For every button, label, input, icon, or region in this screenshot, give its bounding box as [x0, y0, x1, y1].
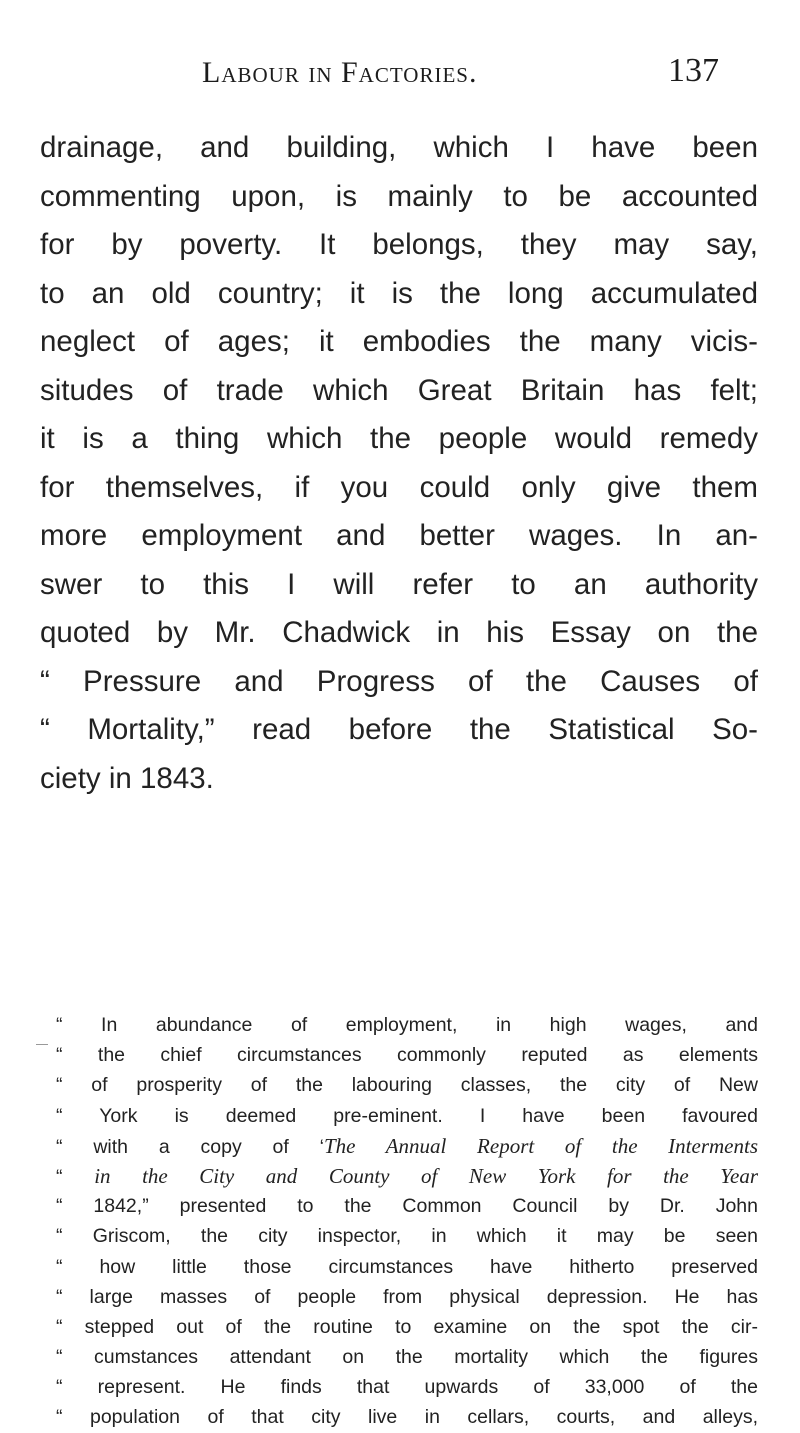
- quote-line: “ York is deemed pre-eminent. I have been favoured: [56, 1104, 758, 1127]
- quote-mark: “: [56, 1165, 95, 1188]
- body-line: neglect of ages; it embodies the many vicis-: [40, 325, 758, 358]
- quote-line: “ the chief circumstances commonly reputed as elements: [56, 1044, 758, 1067]
- report-title-part-1: The Annual Report of the Interments: [323, 1133, 758, 1158]
- body-line: “ Pressure and Progress of the Causes of: [40, 664, 758, 698]
- body-line: drainage, and building, which I have been: [40, 131, 758, 164]
- quote-line: “ 1842,” presented to the Common Council by Dr. John: [56, 1195, 758, 1218]
- page-number: 137: [668, 52, 719, 89]
- quote-line: “ represent. He finds that upwards of 33,000 of the: [56, 1376, 758, 1399]
- main-paragraph: [40, 124, 758, 803]
- running-head: [0, 52, 800, 92]
- body-line: for themselves, if you could only give them: [40, 470, 758, 504]
- running-title: Labour in Factories.: [202, 56, 478, 89]
- block-quote: [56, 1010, 758, 1433]
- quote-line: [56, 1131, 758, 1161]
- body-line: situdes of trade which Great Britain has felt;: [40, 373, 758, 407]
- body-line: it is a thing which the people would remedy: [40, 422, 758, 455]
- body-line: “ Mortality,” read before the Statistical So-: [40, 713, 758, 746]
- body-line: ciety in 1843.: [40, 761, 214, 795]
- body-line: more employment and better wages. In an-: [40, 519, 758, 552]
- body-line: quoted by Mr. Chadwick in his Essay on the: [40, 616, 758, 649]
- quote-line: “ In abundance of employment, in high wages, and: [56, 1014, 758, 1036]
- body-line: to an old country; it is the long accumulated: [40, 276, 758, 310]
- quote-line: “ Griscom, the city inspector, in which it may be seen: [56, 1225, 758, 1248]
- body-line: swer to this I will refer to an authority: [40, 567, 758, 601]
- margin-mark: [36, 1044, 48, 1045]
- quote-line: [56, 1161, 758, 1191]
- body-line: for by poverty. It belongs, they may say,: [40, 228, 758, 261]
- quote-line-start: “ with a copy of ‘: [56, 1135, 324, 1158]
- quote-line: “ stepped out of the routine to examine on the spot the cir-: [56, 1315, 758, 1338]
- quote-line: “ of prosperity of the labouring classes, the city of New: [56, 1074, 758, 1097]
- quote-line: “ large masses of people from physical depression. He has: [56, 1285, 758, 1308]
- quote-line: “ population of that city live in cellars, courts, and alleys,: [56, 1406, 758, 1429]
- body-line: commenting upon, is mainly to be accounted: [40, 179, 758, 213]
- report-title-part-2: in the City and County of New York for the Year: [94, 1163, 758, 1188]
- quote-line: “ cumstances attendant on the mortality which the figures: [56, 1346, 758, 1369]
- quote-line: “ how little those circumstances have hitherto preserved: [56, 1255, 758, 1278]
